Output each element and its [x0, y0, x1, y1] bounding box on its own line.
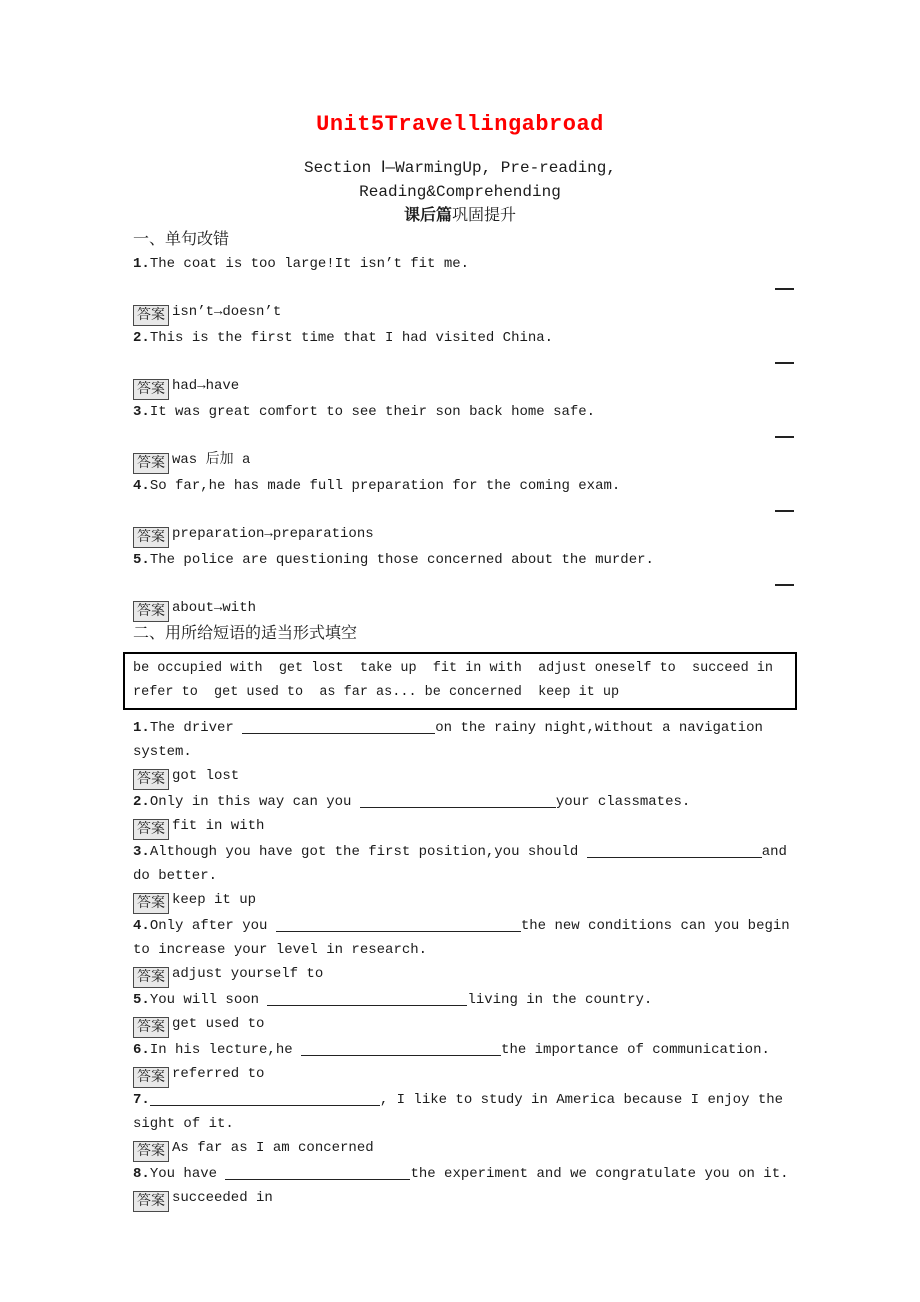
section-subtitle-line1: Section Ⅰ—WarmingUp, Pre-reading,	[304, 159, 616, 177]
fill-blank-item	[133, 914, 794, 988]
correction-blank-row	[133, 498, 794, 522]
item-number: 7.	[133, 1092, 150, 1108]
fill-blank-line	[242, 719, 435, 734]
fill-blank-sentence	[133, 914, 794, 962]
sentence-post-text: , I like to study in America because I enjoy the sight of it.	[133, 1092, 784, 1132]
answer-text: succeeded in	[172, 1190, 273, 1206]
answer-label-box: 答案	[133, 453, 169, 474]
answer-text: had→have	[172, 378, 240, 394]
answer-row	[133, 962, 794, 988]
worksheet-content	[123, 110, 797, 1212]
sentence-pre-text: Only after you	[149, 918, 276, 934]
answer-row	[133, 596, 794, 622]
word-bank-line: refer to get used to as far as... be concerned keep it up	[133, 685, 620, 700]
fill-blank-line	[301, 1041, 501, 1056]
lesson-phase-heading-bold: 课后篇	[403, 207, 452, 225]
correction-blank-row	[133, 572, 794, 596]
correction-blank-line	[775, 510, 794, 512]
fill-blank-item	[133, 1162, 794, 1212]
correction-sentence	[133, 474, 794, 498]
answer-label-box: 答案	[133, 1017, 169, 1038]
item-number: 1.	[133, 720, 150, 736]
section2-item-list	[133, 716, 794, 1212]
answer-row	[133, 374, 794, 400]
correction-blank-row	[133, 424, 794, 448]
answer-row	[133, 522, 794, 548]
answer-text: get used to	[172, 1016, 265, 1032]
item-number: 4.	[133, 918, 150, 934]
answer-label-box: 答案	[133, 1141, 169, 1162]
answer-text: got lost	[172, 768, 240, 784]
answer-row	[133, 814, 794, 840]
answer-text: was 后加 a	[172, 452, 251, 468]
answer-text: adjust yourself to	[172, 966, 324, 982]
fill-blank-sentence	[133, 1088, 794, 1136]
answer-label-box: 答案	[133, 601, 169, 622]
sentence-post-text: your classmates.	[555, 794, 691, 810]
correction-blank-line	[775, 436, 794, 438]
answer-label-box: 答案	[133, 305, 169, 326]
word-bank-line: be occupied with get lost take up fit in with adjust oneself to succeed in	[133, 661, 774, 676]
answer-label-box: 答案	[133, 769, 169, 790]
sentence-post-text: on the rainy night,without a navigation system.	[133, 720, 763, 760]
correction-blank-line	[775, 584, 794, 586]
item-number: 3.	[133, 404, 150, 420]
answer-text: preparation→preparations	[172, 526, 374, 542]
section-subtitle-line2: Reading&Comprehending	[359, 183, 561, 201]
worksheet-body	[123, 228, 794, 1212]
item-number: 4.	[133, 478, 150, 494]
fill-blank-line	[360, 793, 556, 808]
sentence-pre-text: The driver	[149, 720, 243, 736]
answer-text: As far as I am concerned	[172, 1140, 374, 1156]
word-bank-box	[123, 652, 797, 710]
lesson-phase-heading-rest: 巩固提升	[452, 207, 517, 225]
sentence-pre-text: You have	[149, 1166, 226, 1182]
fill-blank-item	[133, 716, 794, 790]
sentence-post-text: the experiment and we congratulate you on it.	[410, 1166, 789, 1182]
sentence-pre-text: You will soon	[149, 992, 268, 1008]
answer-row	[133, 448, 794, 474]
correction-sentence	[133, 548, 794, 572]
answer-row	[133, 1186, 794, 1212]
sentence-post-text: the importance of communication.	[501, 1042, 770, 1058]
answer-text: keep it up	[172, 892, 257, 908]
section1-heading: 一、单句改错	[133, 231, 230, 249]
correction-sentence	[133, 326, 794, 350]
answer-text: fit in with	[172, 818, 265, 834]
fill-blank-item	[133, 988, 794, 1038]
answer-label-box: 答案	[133, 1067, 169, 1088]
answer-label-box: 答案	[133, 527, 169, 548]
sentence-text: The coat is too large!It isn’t fit me.	[149, 256, 470, 272]
answer-row	[133, 300, 794, 326]
answer-label-box: 答案	[133, 1191, 169, 1212]
fill-blank-item	[133, 840, 794, 914]
sentence-post-text: living in the country.	[467, 992, 653, 1008]
correction-blank-line	[775, 288, 794, 290]
item-number: 8.	[133, 1166, 150, 1182]
correction-item	[133, 400, 794, 474]
section2-heading: 二、用所给短语的适当形式填空	[133, 625, 358, 643]
correction-blank-line	[775, 362, 794, 364]
item-number: 2.	[133, 794, 150, 810]
answer-text: referred to	[172, 1066, 265, 1082]
correction-item	[133, 252, 794, 326]
sentence-post-text: and do better.	[133, 844, 787, 884]
answer-text: about→with	[172, 600, 257, 616]
fill-blank-sentence	[133, 1162, 794, 1186]
fill-blank-sentence	[133, 716, 794, 764]
correction-item	[133, 326, 794, 400]
lesson-phase-heading	[123, 204, 797, 228]
answer-row	[133, 764, 794, 790]
correction-sentence	[133, 400, 794, 424]
answer-label-box: 答案	[133, 379, 169, 400]
fill-blank-item	[133, 790, 794, 840]
fill-blank-item	[133, 1038, 794, 1088]
sentence-text: The police are questioning those concerned about the murder.	[149, 552, 654, 568]
sentence-text: This is the first time that I had visited China.	[149, 330, 554, 346]
item-number: 6.	[133, 1042, 150, 1058]
fill-blank-sentence	[133, 790, 794, 814]
answer-row	[133, 1012, 794, 1038]
sentence-pre-text: Only in this way can you	[149, 794, 360, 810]
fill-blank-item	[133, 1088, 794, 1162]
answer-row	[133, 1136, 794, 1162]
answer-label-box: 答案	[133, 893, 169, 914]
item-number: 5.	[133, 552, 150, 568]
page-title: Unit5Travellingabroad	[316, 112, 604, 137]
item-number: 5.	[133, 992, 150, 1008]
fill-blank-line	[267, 991, 467, 1006]
fill-blank-sentence	[133, 1038, 794, 1062]
sentence-post-text: the new conditions can you begin to increase your level in research.	[133, 918, 790, 958]
correction-item	[133, 548, 794, 622]
fill-blank-line	[150, 1091, 380, 1106]
item-number: 2.	[133, 330, 150, 346]
fill-blank-line	[225, 1165, 410, 1180]
correction-blank-row	[133, 276, 794, 300]
fill-blank-sentence	[133, 988, 794, 1012]
sentence-text: It was great comfort to see their son back home safe.	[149, 404, 596, 420]
correction-blank-row	[133, 350, 794, 374]
sentence-text: So far,he has made full preparation for the coming exam.	[149, 478, 621, 494]
item-number: 1.	[133, 256, 150, 272]
fill-blank-line	[587, 843, 762, 858]
answer-text: isn’t→doesn’t	[172, 304, 282, 320]
answer-label-box: 答案	[133, 967, 169, 988]
answer-row	[133, 1062, 794, 1088]
correction-item	[133, 474, 794, 548]
answer-row	[133, 888, 794, 914]
sentence-pre-text: In his lecture,he	[149, 1042, 302, 1058]
item-number: 3.	[133, 844, 150, 860]
sentence-pre-text: Although you have got the first position,you should	[149, 844, 587, 860]
answer-label-box: 答案	[133, 819, 169, 840]
fill-blank-sentence	[133, 840, 794, 888]
section1-item-list	[133, 252, 794, 622]
correction-sentence	[133, 252, 794, 276]
fill-blank-line	[276, 917, 521, 932]
